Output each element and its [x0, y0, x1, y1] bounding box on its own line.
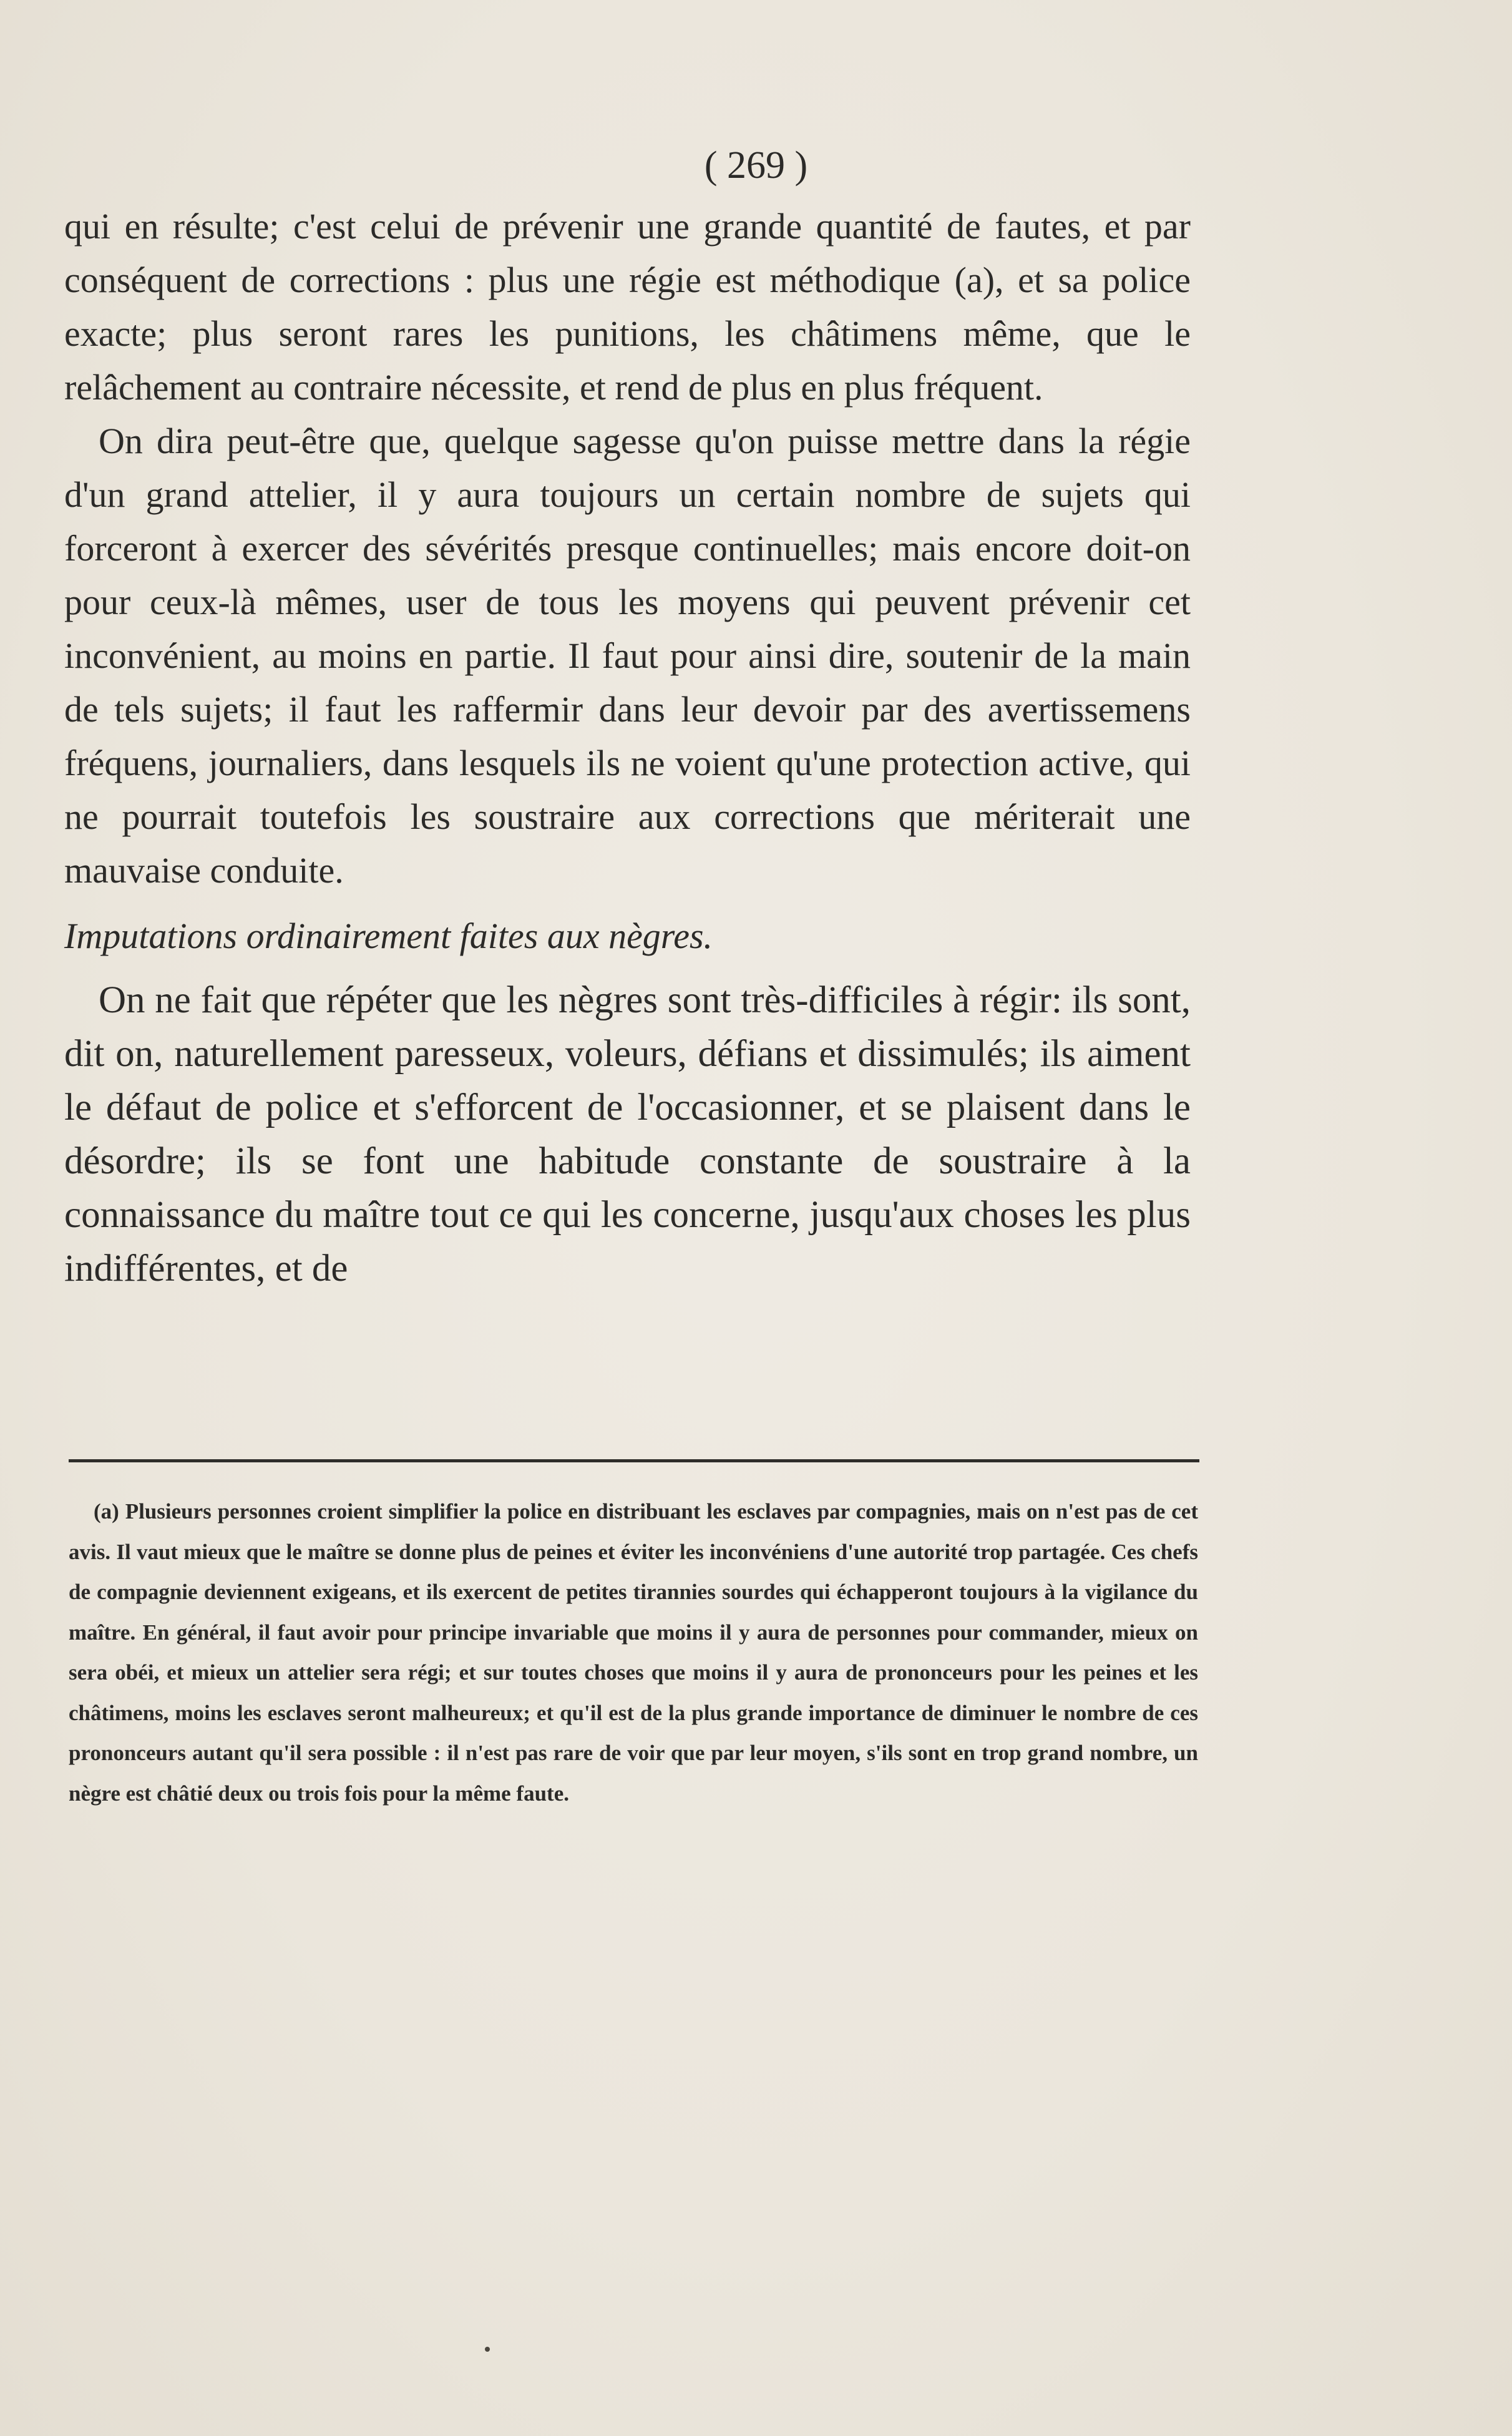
footnotes [69, 1492, 1198, 1814]
main-text [64, 200, 1191, 1296]
ink-speck [485, 2347, 490, 2352]
section-heading: Imputations ordinairement faites aux nègres. [64, 916, 713, 956]
footnote: (a) Plusieurs personnes croient simplifier la police en distribuant les esclaves par compagnies, mais on n'est pas de cet avis. Il vaut mieux que le maître se donne plus de peines et éviter les inconvéniens d'une autorité trop partagée. Ces chefs de compagnie deviennent exigeans, et ils exercent de petites tirannies sourdes qui échapperont toujours à la vigilance du maître. En général, il faut avoir pour principe invariable que moins il y aura de personnes pour commander, mieux on sera obéi, et mieux un attelier sera régi; et sur toutes choses que moins il y aura de prononceurs pour les peines et les châtimens, moins les esclaves seront malheureux; et qu'il est de la plus grande importance de diminuer le nombre de ces prononceurs autant qu'il sera possible : il n'est pas rare de voir que par leur moyen, s'ils sont en trop grand nombre, un nègre est châtié deux ou trois fois pour la même faute. [69, 1499, 1198, 1806]
page-number: ( 269 ) [704, 144, 808, 187]
paragraph: qui en résulte; c'est celui de prévenir une grande quantité de fautes, et par conséquent de corrections : plus une régie est méthodique (a), et sa police exacte; plus seront rares les punitions, les châtimens même, que le relâchement au contraire nécessite, et rend de plus en plus fréquent. [64, 206, 1191, 408]
footnote-rule [69, 1459, 1199, 1462]
paragraph: On ne fait que répéter que les nègres sont très-difficiles à régir: ils sont, dit on, naturellement paresseux, voleurs, défians et dissimulés; ils aiment le défaut de police et s'efforcent de l'occasionner, et se plaisent dans le désordre; ils se font une habitude constante de soustraire à la connaissance du maître tout ce qui les concerne, jusqu'aux choses les plus indifférentes, et de [64, 979, 1191, 1289]
paragraph: On dira peut-être que, quelque sagesse qu'on puisse mettre dans la régie d'un grand attelier, il y aura toujours un certain nombre de sujets qui forceront à exercer des sévérités presque continuelles; mais encore doit-on pour ceux-là mêmes, user de tous les moyens qui peuvent prévenir cet inconvénient, au moins en partie. Il faut pour ainsi dire, soutenir de la main de tels sujets; il faut les raffermir dans leur devoir par des avertissemens fréquens, journaliers, dans lesquels ils ne voient qu'une protection active, qui ne pourrait toutefois les soustraire aux corrections que mériterait une mauvaise conduite. [64, 421, 1191, 891]
